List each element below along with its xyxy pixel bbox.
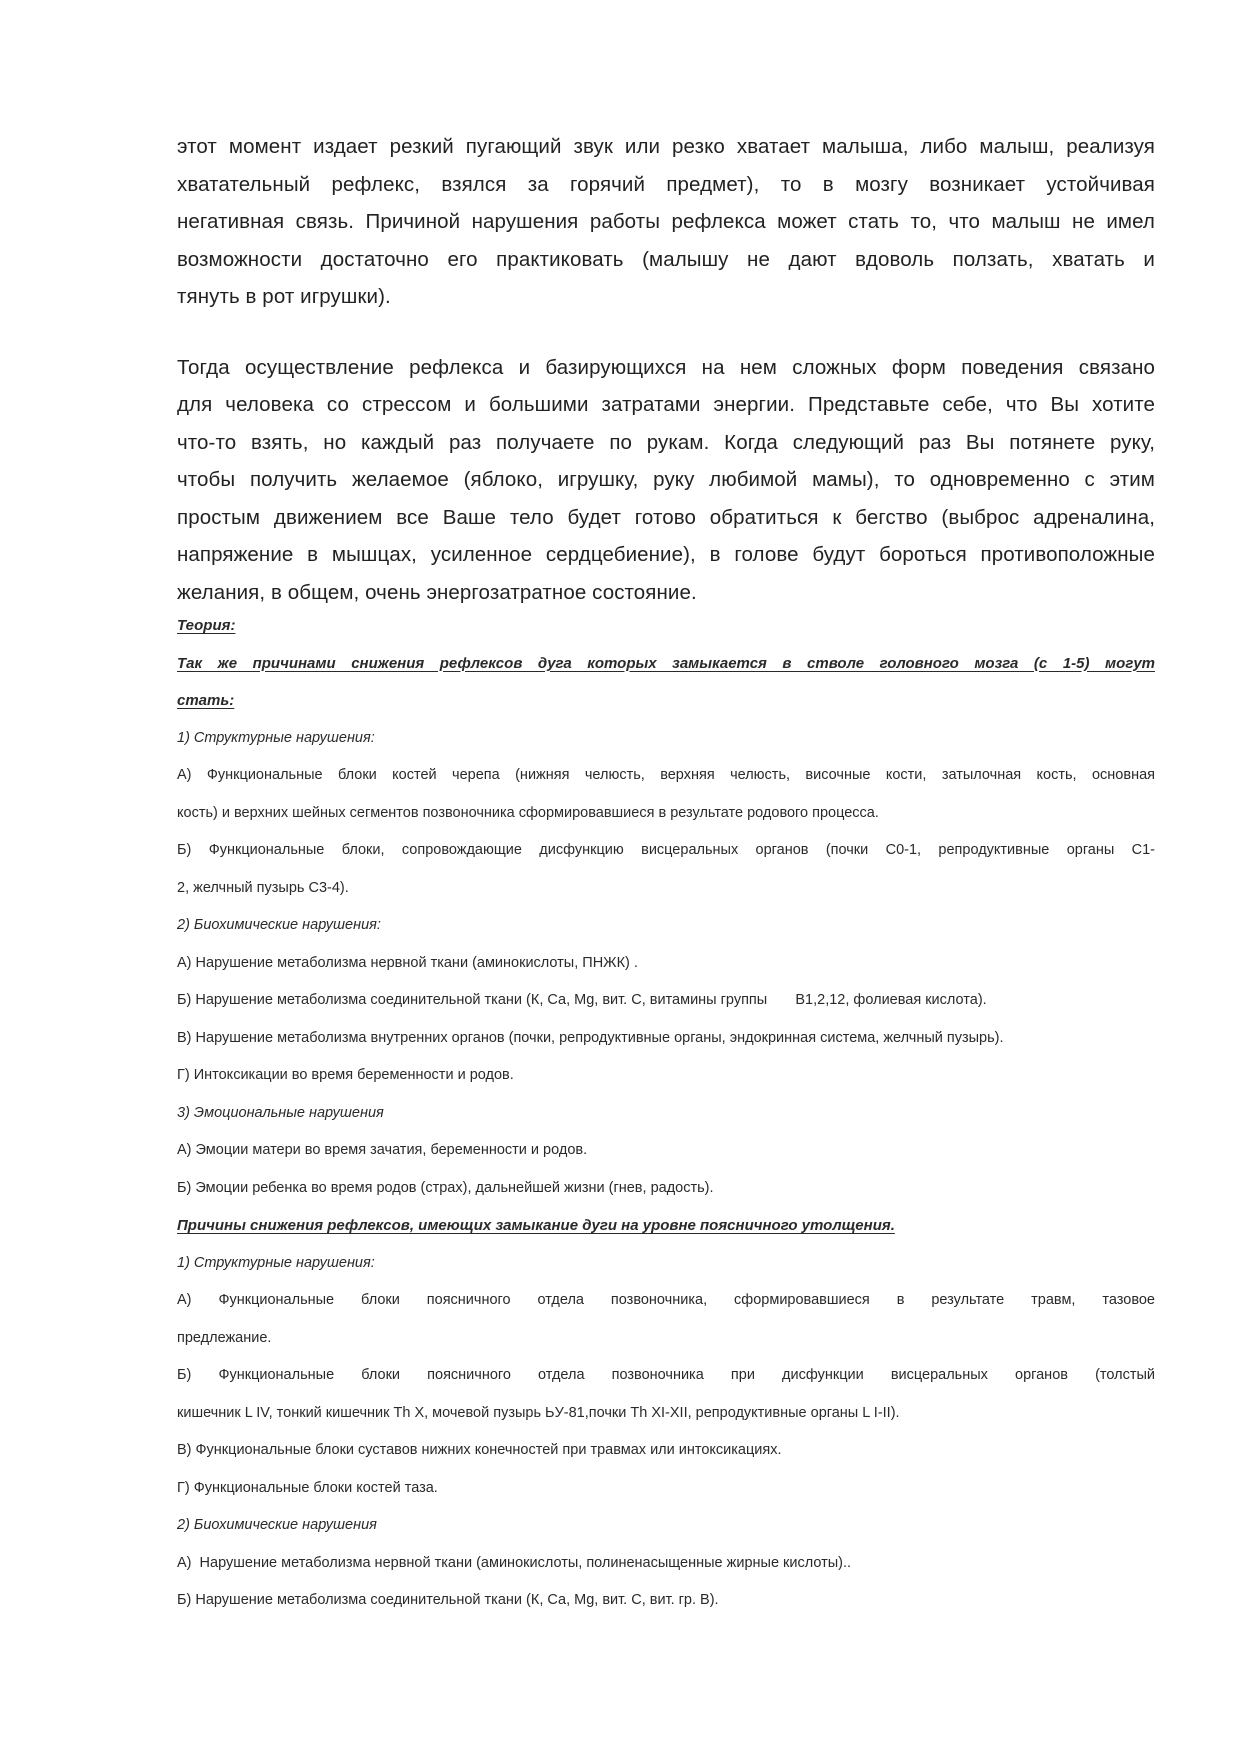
document-page	[177, 128, 1155, 1620]
list-item: В) Нарушение метаболизма внутренних органов (почки, репродуктивные органы, эндокринная система, желчный пузырь).	[177, 1029, 1004, 1046]
list-item: Б) Нарушение метаболизма соединительной ткани (К, Са, Mg, вит. С, вит. гр. В).	[177, 1592, 719, 1608]
list-item: Б) Функциональные блоки, сопровождающие дисфункцию висцеральных органов (почки С0-1, репродуктивные органы С1- 2, желчный пузырь С3-4).	[177, 842, 1155, 896]
paragraph-stress-energy	[177, 349, 1155, 612]
text-line: Тогда осуществление рефлекса и базирующихся на нем сложных форм поведения связано	[177, 355, 1155, 379]
list-item: Б) Функциональные блоки поясничного отдела позвоночника при дисфункции висцеральных органов (толстый кишечник L IV, тонкий кишечник Th X, мочевой пузырь ЬУ-81,почки Th XI-XII, репродуктивные органы L I-II).	[177, 1367, 1155, 1421]
list-item: Б) Нарушение метаболизма соединительной ткани (К, Са, Mg, вит. С, витамины группы В1,2,12, фолиевая кислота).	[177, 992, 987, 1008]
list-item: А) Эмоции матери во время зачатия, беременности и родов.	[177, 1142, 588, 1158]
list-item: Г) Интоксикации во время беременности и родов.	[177, 1067, 514, 1083]
text-line: простым движением все Ваше тело будет готово обратиться к бегство (выброс адреналина,	[177, 505, 1155, 529]
text-line: хватательный рефлекс, взялся за горячий предмет), то в мозгу возникает устойчивая	[177, 172, 1155, 196]
text-line: что-то взять, но каждый раз получаете по рукам. Когда следующий раз Вы потянете руку,	[177, 430, 1155, 454]
section1-structural-title: 1) Структурные нарушения:	[177, 729, 375, 746]
list-item: А) Нарушение метаболизма нервной ткани (аминокислоты, полиненасыщенные жирные кислоты)..	[177, 1554, 852, 1571]
section1-biochemical-title: 2) Биохимические нарушения:	[177, 917, 381, 933]
paragraph-spacer	[177, 316, 1155, 349]
text-line: возможности достаточно его практиковать (малышу не дают вдоволь ползать, хватать и	[177, 247, 1155, 271]
theory-section	[177, 607, 1155, 1620]
section1-heading: Так же причинами снижения рефлексов дуга которых замыкается в стволе головного мозга (с 1-5) могут стать:	[177, 654, 1155, 709]
section1-emotional-title: 3) Эмоциональные нарушения	[177, 1104, 384, 1121]
text-line: для человека со стрессом и большими затратами энергии. Представьте себе, что Вы хотите	[177, 393, 1155, 416]
list-item: А) Функциональные блоки поясничного отдела позвоночника, сформировавшиеся в результате травм, тазовое предлежание.	[177, 1292, 1155, 1346]
section2-heading: Причины снижения рефлексов, имеющих замыкание дуги на уровне поясничного утолщения.	[177, 1217, 895, 1234]
text-line: тянуть в рот игрушки).	[177, 285, 391, 308]
paragraph-negative-association	[177, 128, 1155, 316]
text-line: желания, в общем, очень энергозатратное состояние.	[177, 580, 697, 604]
text-line: напряжение в мышцах, усиленное сердцебиение), в голове будут бороться противоположные	[177, 543, 1155, 566]
list-item: А) Нарушение метаболизма нервной ткани (аминокислоты, ПНЖК) .	[177, 954, 638, 971]
section2-biochemical-title: 2) Биохимические нарушения	[177, 1517, 377, 1533]
text-line: негативная связь. Причиной нарушения работы рефлекса может стать то, что малыш не имел	[177, 210, 1155, 233]
list-item: В) Функциональные блоки суставов нижних конечностей при травмах или интоксикациях.	[177, 1442, 782, 1458]
section2-structural-title: 1) Структурные нарушения:	[177, 1254, 375, 1271]
list-item: Б) Эмоции ребенка во время родов (страх), дальнейшей жизни (гнев, радость).	[177, 1179, 714, 1196]
theory-label: Теория:	[177, 617, 236, 634]
list-item: Г) Функциональные блоки костей таза.	[177, 1479, 438, 1496]
text-line: чтобы получить желаемое (яблоко, игрушку, руку любимой мамы), то одновременно с этим	[177, 468, 1155, 491]
list-item: А) Функциональные блоки костей черепа (нижняя челюсть, верхняя челюсть, височные кости, затылочная кость, основная кость) и верхних шейных сегментов позвоночника сформировавшиеся в результате родового процесса.	[177, 767, 1155, 821]
text-line: этот момент издает резкий пугающий звук или резко хватает малыша, либо малыш, реализуя	[177, 135, 1155, 158]
